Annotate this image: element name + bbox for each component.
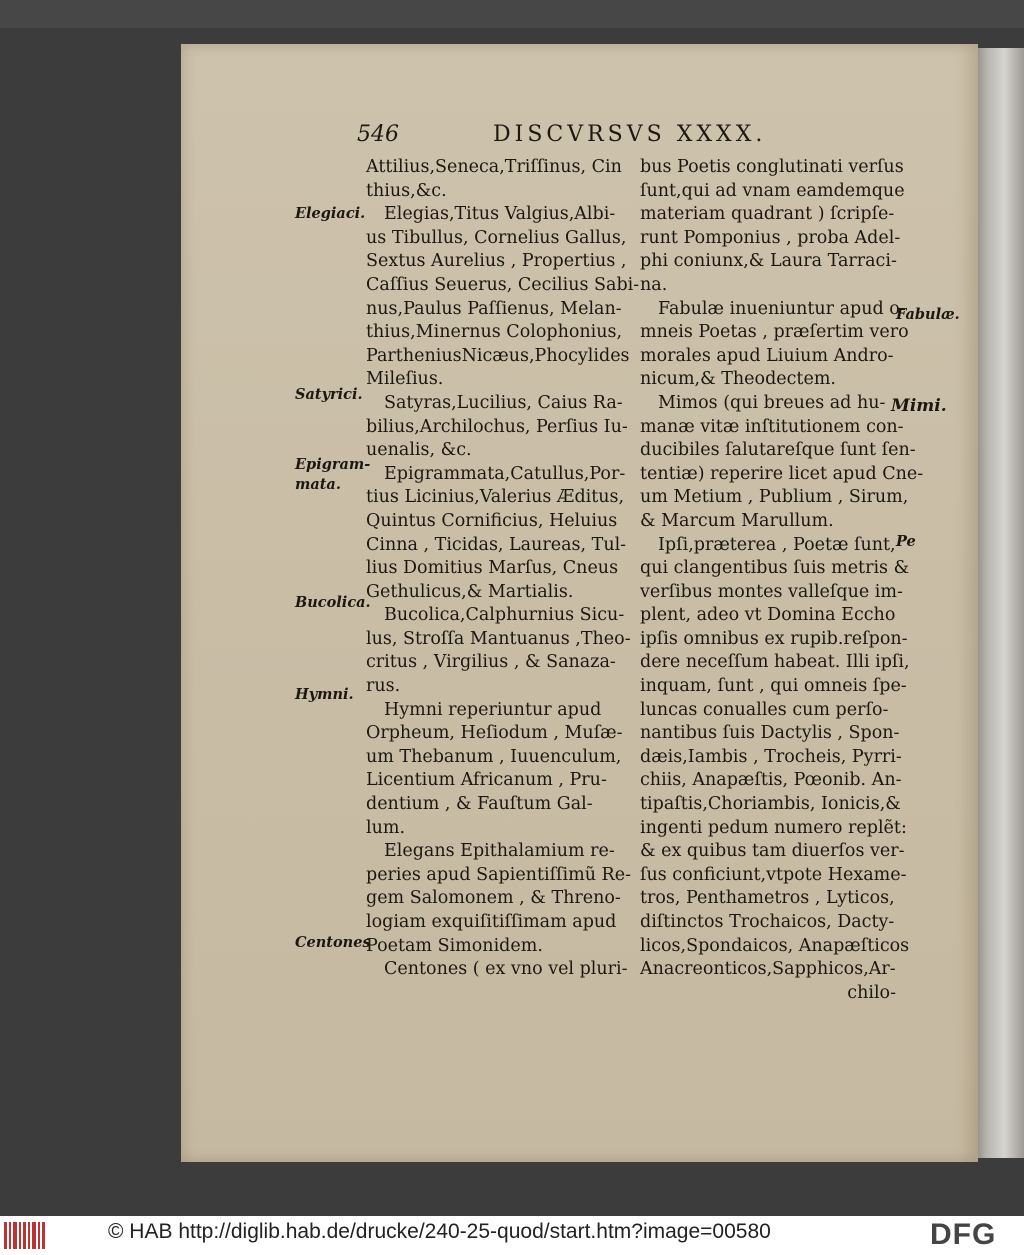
scanned-page	[181, 44, 978, 1162]
margin-note-epigrammata-1: Epigram-	[295, 456, 371, 473]
text-line: lus, Stroſſa Mantuanus ,Theo-	[366, 628, 631, 649]
text-line: verſibus montes valleſque im-	[640, 581, 903, 602]
text-line: diſtinctos Trochaicos, Dacty-	[640, 912, 895, 932]
text-line: bilius,Archilochus, Perſius Iu-	[366, 416, 628, 437]
text-line: um Metium , Publium , Sirum,	[640, 487, 909, 508]
text-line: ſunt,qui ad vnam eamdemque	[640, 180, 905, 201]
text-line: licos,Spondaicos, Anapæſticos	[640, 935, 910, 956]
text-line: chiis, Anapæſtis, Pœonib. An-	[640, 770, 902, 791]
margin-note-elegiaci: Elegiaci.	[295, 205, 366, 222]
text-line: Bucolica,Calphurnius Sicu-	[384, 605, 625, 626]
text-line: peries apud Sapientiſſimũ Re-	[366, 864, 631, 885]
text-line: lum.	[366, 817, 406, 838]
text-line: Mileſius.	[366, 369, 444, 390]
text-line: manæ vitæ inſtitutionem con-	[640, 416, 904, 437]
text-line: Poetam Simonidem.	[366, 935, 543, 956]
text-line: Elegias,Titus Valgius,Albi-	[384, 204, 616, 225]
text-line: dæis,Iambis , Trocheis, Pyrri-	[640, 746, 902, 767]
page-number: 546	[357, 122, 399, 147]
text-line: ingenti pedum numero replẽt:	[640, 817, 907, 838]
text-line: tipaſtis,Choriambis, Ionicis,&	[640, 794, 901, 815]
text-line: um Thebanum , Iuuenculum,	[366, 746, 622, 767]
text-line: tius Licinius,Valerius Æditus,	[366, 487, 625, 508]
text-line: thius,Minernus Colophonius,	[366, 322, 623, 343]
text-line: na.	[640, 274, 668, 295]
text-line: nus,Paulus Paſſienus, Melan-	[366, 298, 622, 319]
text-line: Cinna , Ticidas, Laureas, Tul-	[366, 534, 627, 555]
text-line: lius Domitius Marſus, Cneus	[366, 558, 619, 579]
text-line: & ex quibus tam diuerſos ver-	[640, 841, 905, 862]
text-line: Elegans Epithalamium re-	[384, 841, 615, 862]
text-line: ſus conficiunt,vtpote Hexame-	[640, 864, 907, 885]
text-line: Anacreonticos,Sapphicos,Ar-	[640, 959, 896, 980]
page-content	[181, 44, 978, 1162]
margin-note-fabulae: Fabulæ.	[896, 306, 960, 323]
text-line: runt Pomponius , proba Adel-	[640, 227, 901, 248]
text-line: us Tibullus, Cornelius Gallus,	[366, 227, 627, 248]
text-line: PartheniusNicæus,Phocylides	[366, 345, 630, 366]
margin-note-epigrammata-2: mata.	[295, 476, 341, 493]
text-line: Epigrammata,Catullus,Por-	[384, 463, 626, 484]
text-line: Attilius,Seneca,Triſſinus, Cin	[366, 157, 622, 177]
page-header	[357, 122, 777, 152]
text-line: Mimos (qui breues ad hu-	[658, 392, 886, 413]
text-line: Ipſi,præterea , Poetæ ſunt,	[658, 534, 896, 555]
text-line: tros, Penthametros , Lyticos,	[640, 888, 895, 909]
text-line: logiam exquiſitiſſimam apud	[366, 912, 617, 932]
text-line: Hymni reperiuntur apud	[384, 699, 602, 720]
text-line: bus Poetis conglutinati verſus	[640, 157, 904, 177]
text-line: Quintus Cornificius, Heluius	[366, 510, 618, 531]
barcode-icon	[4, 1222, 46, 1249]
text-line: tentiæ) reperire licet apud Cne-	[640, 463, 924, 484]
text-line: morales apud Liuium Andro-	[640, 345, 894, 366]
text-line: ducibiles ſalutareſque ſunt ſen-	[640, 440, 916, 461]
margin-note-mimi: Mimi.	[891, 396, 947, 416]
text-line: ipſis omnibus ex rupib.reſpon-	[640, 628, 908, 649]
margin-note-centones: Centones	[295, 934, 371, 951]
text-line: plent, adeo vt Domina Eccho	[640, 605, 896, 626]
text-line: Fabulæ inueniuntur apud o-	[658, 298, 906, 319]
text-line: Gethulicus,& Martialis.	[366, 581, 574, 602]
text-line: & Marcum Marullum.	[640, 510, 834, 531]
text-line: inquam, ſunt , qui omneis ſpe-	[640, 676, 907, 697]
text-line: dere neceſſum habeat. Illi ipſi,	[640, 652, 910, 673]
text-line: thius,&c.	[366, 180, 447, 201]
text-line: Licentium Africanum , Pru-	[366, 770, 607, 791]
text-line: nicum,& Theodectem.	[640, 369, 836, 390]
text-line: dentium , & Fauſtum Gal-	[366, 794, 593, 815]
running-title: DISCVRSVS XXXX.	[493, 122, 767, 147]
margin-note-pe: Pe	[896, 533, 916, 550]
text-line: rus.	[366, 676, 401, 697]
text-line: gem Salomonem , & Threno-	[366, 888, 621, 909]
text-line: Caſſius Seuerus, Cecilius Sabi-	[366, 274, 640, 295]
text-line: Orpheum, Heſiodum , Muſæ-	[366, 723, 623, 744]
text-line: critus , Virgilius , & Sanaza-	[366, 652, 616, 673]
text-line: Centones ( ex vno vel pluri-	[384, 959, 628, 980]
text-line: luncas conualles cum perſo-	[640, 699, 889, 720]
copyright-link[interactable]: © HAB http://diglib.hab.de/drucke/240-25-quod/start.htm?image=00580	[108, 1220, 771, 1243]
text-line: nantibus ſuis Dactylis , Spon-	[640, 723, 900, 744]
margin-note-bucolica: Bucolica.	[295, 594, 371, 611]
left-text-column	[366, 156, 640, 982]
text-line: Satyras,Lucilius, Caius Ra-	[384, 392, 623, 413]
text-line: mneis Poetas , præſertim vero	[640, 322, 909, 343]
text-line: qui clangentibus ſuis metris &	[640, 558, 910, 579]
margin-note-hymni: Hymni.	[295, 686, 354, 703]
text-line: Sextus Aurelius , Propertius ,	[366, 251, 627, 272]
facing-page-edge	[975, 48, 1024, 1158]
text-line: materiam quadrant ) ſcripſe-	[640, 204, 895, 225]
text-line: uenalis, &c.	[366, 440, 472, 461]
footer-bar	[0, 1216, 1024, 1255]
margin-note-satyrici: Satyrici.	[295, 386, 363, 403]
viewer-top-strip	[0, 0, 1024, 28]
dfg-logo: DFG	[930, 1218, 997, 1251]
text-line: phi coniunx,& Laura Tarraci-	[640, 251, 897, 272]
text-line: chilo-	[847, 982, 896, 1003]
